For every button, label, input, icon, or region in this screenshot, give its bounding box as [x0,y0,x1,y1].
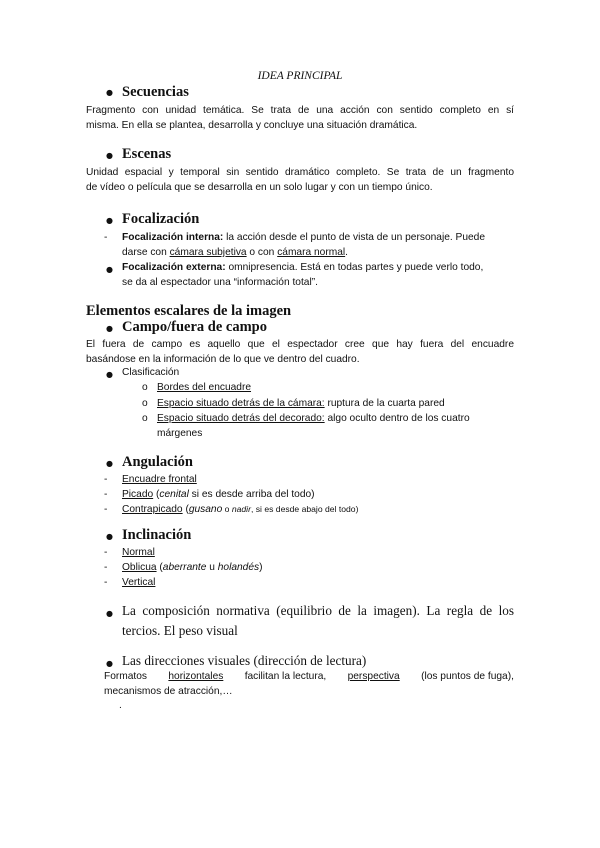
contrapicado-label: Contrapicado [122,504,183,515]
dash-marker: - [104,562,108,573]
heading-elementos-escalares: Elementos escalares de la imagen [86,303,292,319]
sub-bordes: Bordes del encuadre [157,382,252,393]
focalizacion-externa-line2: se da al espectador una “información total”. [122,277,318,288]
picado-label: Picado [122,489,154,500]
text-fragment: holandés [217,562,260,573]
text-fragment: o con [246,247,278,258]
dash-marker: - [104,232,108,243]
dash-marker: - [104,489,108,500]
angulacion-item-contrapicado [122,504,358,515]
sub-decorado-line2: márgenes [157,428,203,439]
text-fragment: ( [153,489,160,500]
escenas-line2: de vídeo o película que se desarrolla en un solo lugar y con un tiempo único. [86,182,433,193]
text-fragment: facilitan la lectura, [244,671,327,682]
text-fragment: u [206,562,218,573]
heading-inclinacion: Inclinación [122,527,192,543]
dash-marker: - [104,474,108,485]
camara-normal: cámara normal [277,247,346,258]
text-fragment: si es desde arriba del todo) [188,489,315,500]
dash-marker: - [104,547,108,558]
page-title: IDEA PRINCIPAL [257,70,343,82]
focalizacion-interna [122,232,485,243]
composicion-line1: La composición normativa (equilibrio de la imagen). La regla de los [122,603,514,618]
camara-subjetiva: cámara subjetiva [169,247,247,258]
circle-marker: o [142,398,148,409]
angulacion-item-frontal: Encuadre frontal [122,474,197,485]
oblicua-label: Oblicua [122,562,157,573]
bullet-icon: ● [106,532,113,541]
text-fragment: darse con [122,247,170,258]
heading-escenas: Escenas [122,146,172,162]
inclinacion-item-vertical: Vertical [122,577,156,588]
sub-camara-label: Espacio situado detrás de la cámara: [157,398,325,409]
focalizacion-externa-text: omnipresencia. Está en todas partes y puede verlo todo, [225,262,484,273]
perspectiva: perspectiva [347,671,400,682]
trailing-dot: . [119,700,122,711]
heading-focalizacion: Focalización [122,211,200,227]
bullet-icon: ● [106,459,113,468]
sub-decorado [157,413,470,424]
focalizacion-interna-text: la acción desde el punto de vista de un personaje. Puede [223,232,485,243]
text-fragment: aberrante [162,562,207,573]
focalizacion-externa [122,262,483,273]
horizontales: horizontales [168,671,224,682]
text-fragment: . [345,247,348,258]
angulacion-item-picado [122,489,315,500]
composicion-line2: tercios. El peso visual [122,623,238,638]
text-fragment: (los puntos de fuga), [421,671,514,682]
focalizacion-externa-label: Focalización externa: [122,262,226,273]
dash-marker: - [104,577,108,588]
text-fragment: cenital [159,489,189,500]
sub-camara-text: ruptura de la cuarta pared [324,398,445,409]
secuencias-line2: misma. En ella se plantea, desarrolla y concluye una situación dramática. [86,120,418,131]
text-fragment: nadir [231,504,251,514]
campo-line1: El fuera de campo es aquello que el espectador cree que hay fuera del encuadre [86,339,514,350]
clasificacion-label: Clasificación [122,367,180,378]
sub-decorado-text: algo oculto dentro de los cuatro [324,413,470,424]
direcciones-para [104,671,514,682]
bullet-icon: ● [106,151,113,160]
bullet-icon: ● [106,659,113,668]
text-fragment: Formatos [104,671,148,682]
bullet-icon: ● [106,324,113,333]
heading-angulacion: Angulación [122,454,193,470]
inclinacion-item-normal: Normal [122,547,155,558]
inclinacion-item-oblicua [122,562,263,573]
focalizacion-interna-label: Focalización interna: [122,232,224,243]
circle-marker: o [142,382,148,393]
text-fragment: ) [259,562,263,573]
heading-campo: Campo/fuera de campo [122,319,267,335]
bullet-icon: ● [106,216,113,225]
text-fragment: ( [156,562,163,573]
focalizacion-interna-line2 [122,247,348,258]
direcciones-line1: Las direcciones visuales (dirección de lectura) [122,653,367,668]
text-fragment: ( [182,504,189,515]
heading-secuencias: Secuencias [122,84,189,100]
text-fragment: o [222,504,232,514]
circle-marker: o [142,413,148,424]
sub-camara [157,398,445,409]
escenas-line1: Unidad espacial y temporal sin sentido dramático completo. Se trata de un fragmento [86,167,514,178]
secuencias-line1: Fragmento con unidad temática. Se trata de una acción con sentido completo en sí [86,105,514,116]
direcciones-para-line2: mecanismos de atracción,… [104,686,233,697]
campo-line2: basándose en la información de lo que ve dentro del cuadro. [86,354,360,365]
text-fragment: , si es desde abajo del todo) [250,504,359,514]
sub-decorado-label: Espacio situado detrás del decorado: [157,413,325,424]
bullet-icon: ● [106,609,113,618]
bullet-icon: ● [106,370,113,379]
bullet-icon: ● [106,265,113,274]
bullet-icon: ● [106,88,113,97]
text-fragment: gusano [188,504,223,515]
dash-marker: - [104,504,108,515]
